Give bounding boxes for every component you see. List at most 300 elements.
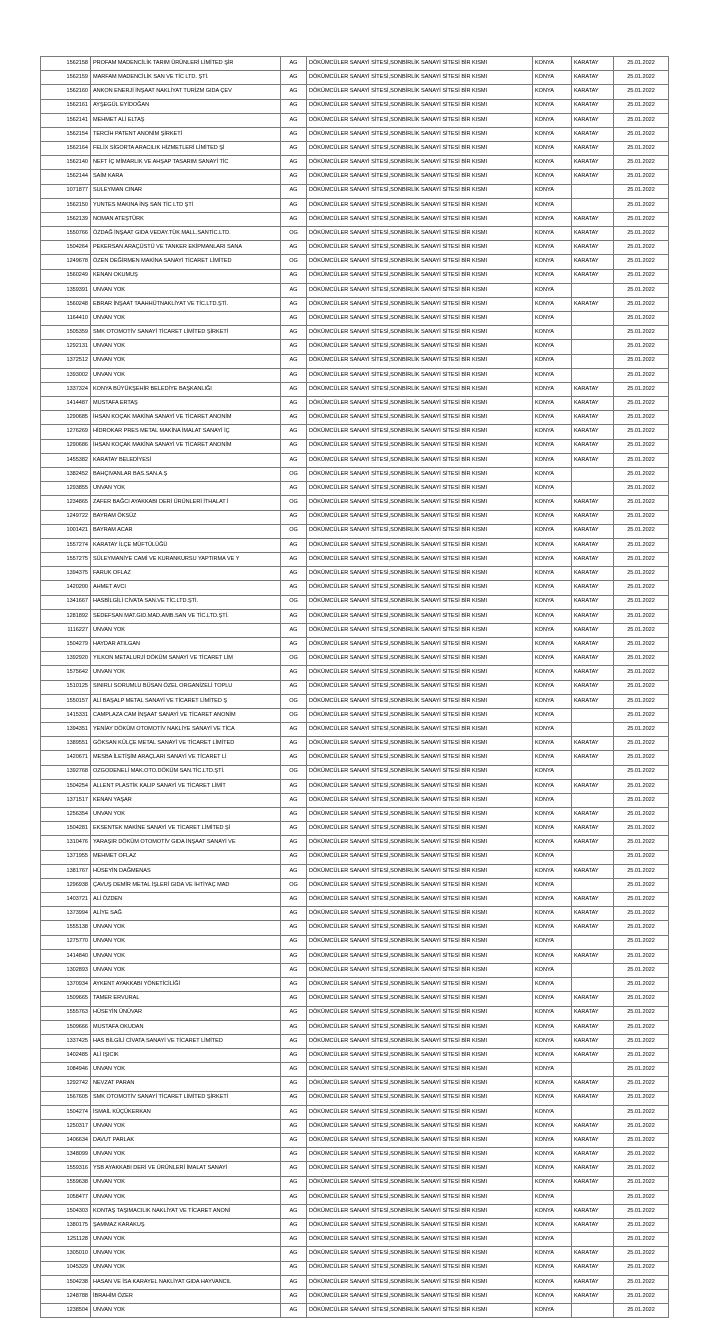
table-row [41,595,669,609]
cell-adres: DÖKÜMCÜLER SANAYİ SİTESİ,SONBİRLİK SANAYİ SİTESİ BİR KISMI [307,241,533,255]
cell-tarih: 25.01.2022 [614,1176,669,1190]
cell-sicil-no: 1302893 [41,964,91,978]
cell-ilce: KARATAY [572,1289,614,1303]
cell-adres: DÖKÜMCÜLER SANAYİ SİTESİ,SONBİRLİK SANAYİ SİTESİ BİR KISMI [307,382,533,396]
cell-adres: DÖKÜMCÜLER SANAYİ SİTESİ,SONBİRLİK SANAYİ SİTESİ BİR KISMI [307,893,533,907]
cell-sicil-no: 1562160 [41,85,91,99]
cell-sicil-no: 1414840 [41,949,91,963]
table-row [41,382,669,396]
cell-tarih: 25.01.2022 [614,453,669,467]
cell-sicil-no: 1164410 [41,312,91,326]
cell-ilce [572,354,614,368]
cell-il: KONYA [533,425,572,439]
cell-tur: AG [281,1091,307,1105]
cell-adres: DÖKÜMCÜLER SANAYİ SİTESİ,SONBİRLİK SANAYİ SİTESİ BİR KISMI [307,113,533,127]
cell-tarih: 25.01.2022 [614,1049,669,1063]
table-row [41,1162,669,1176]
table-row [41,694,669,708]
registry-table-body [41,57,669,1318]
cell-tur: AG [281,1063,307,1077]
cell-tarih: 25.01.2022 [614,1077,669,1091]
cell-ilce: KARATAY [572,170,614,184]
cell-sicil-no: 1293855 [41,482,91,496]
cell-il: KONYA [533,935,572,949]
cell-tarih: 25.01.2022 [614,482,669,496]
cell-tarih: 25.01.2022 [614,156,669,170]
cell-tarih: 25.01.2022 [614,283,669,297]
cell-tarih: 25.01.2022 [614,255,669,269]
cell-tur: AG [281,822,307,836]
cell-sicil-no: 1341667 [41,595,91,609]
cell-tarih: 25.01.2022 [614,1020,669,1034]
cell-unvan: HÜSEYİN ÜNÜVAR [91,1006,281,1020]
cell-tur: AG [281,992,307,1006]
cell-il: KONYA [533,680,572,694]
cell-tarih: 25.01.2022 [614,1119,669,1133]
cell-sicil-no: 1234865 [41,496,91,510]
cell-ilce [572,326,614,340]
cell-tarih: 25.01.2022 [614,1034,669,1048]
table-row [41,510,669,524]
table-row [41,836,669,850]
cell-ilce: KARATAY [572,85,614,99]
cell-tarih: 25.01.2022 [614,808,669,822]
cell-ilce: KARATAY [572,567,614,581]
cell-ilce: KARATAY [572,1219,614,1233]
cell-tarih: 25.01.2022 [614,113,669,127]
table-row [41,1077,669,1091]
cell-tarih: 25.01.2022 [614,893,669,907]
cell-unvan: NEFT İÇ MİMARLIK VE AHŞAP TASARIM SANAYİ TİC [91,156,281,170]
cell-ilce: KARATAY [572,1204,614,1218]
cell-il: KONYA [533,453,572,467]
cell-sicil-no: 1560248 [41,297,91,311]
cell-sicil-no: 1371955 [41,850,91,864]
table-row [41,1020,669,1034]
cell-adres: DÖKÜMCÜLER SANAYİ SİTESİ,SONBİRLİK SANAYİ SİTESİ BİR KISMI [307,836,533,850]
table-row [41,127,669,141]
cell-sicil-no: 1250317 [41,1119,91,1133]
cell-il: KONYA [533,241,572,255]
cell-tur: AG [281,1289,307,1303]
cell-tarih: 25.01.2022 [614,1162,669,1176]
cell-adres: DÖKÜMCÜLER SANAYİ SİTESİ,SONBİRLİK SANAYİ SİTESİ BİR KISMI [307,1289,533,1303]
cell-tur: AG [281,170,307,184]
cell-unvan: UNVAN YOK [91,1119,281,1133]
cell-il: KONYA [533,907,572,921]
table-row [41,1119,669,1133]
cell-adres: DÖKÜMCÜLER SANAYİ SİTESİ,SONBİRLİK SANAYİ SİTESİ BİR KISMI [307,170,533,184]
cell-sicil-no: 1455382 [41,453,91,467]
cell-adres: DÖKÜMCÜLER SANAYİ SİTESİ,SONBİRLİK SANAYİ SİTESİ BİR KISMI [307,1049,533,1063]
cell-sicil-no: 1290685 [41,411,91,425]
cell-tur: AG [281,142,307,156]
cell-sicil-no: 1509666 [41,1020,91,1034]
cell-il: KONYA [533,496,572,510]
cell-tarih: 25.01.2022 [614,227,669,241]
cell-unvan: YUNTES MAKINA İNŞ SAN TİC LTD ŞTİ [91,198,281,212]
cell-adres: DÖKÜMCÜLER SANAYİ SİTESİ,SONBİRLİK SANAYİ SİTESİ BİR KISMI [307,1077,533,1091]
cell-ilce: KARATAY [572,453,614,467]
cell-tarih: 25.01.2022 [614,638,669,652]
cell-ilce: KARATAY [572,1275,614,1289]
cell-adres: DÖKÜMCÜLER SANAYİ SİTESİ,SONBİRLİK SANAYİ SİTESİ BİR KISMI [307,1204,533,1218]
table-row [41,992,669,1006]
cell-il: KONYA [533,779,572,793]
cell-unvan: SULEYMAN CINAR [91,184,281,198]
cell-tarih: 25.01.2022 [614,127,669,141]
cell-il: KONYA [533,1105,572,1119]
cell-tarih: 25.01.2022 [614,340,669,354]
cell-tur: OG [281,467,307,481]
cell-unvan: MARFAM MADENCİLİK SAN VE TİC LTD. ŞTİ. [91,71,281,85]
cell-il: KONYA [533,1162,572,1176]
cell-ilce: KARATAY [572,1006,614,1020]
cell-adres: DÖKÜMCÜLER SANAYİ SİTESİ,SONBİRLİK SANAYİ SİTESİ BİR KISMI [307,127,533,141]
cell-ilce: KARATAY [572,113,614,127]
table-row [41,1176,669,1190]
cell-tur: AG [281,71,307,85]
cell-il: KONYA [533,1063,572,1077]
cell-unvan: UNVAN YOK [91,1190,281,1204]
table-row [41,1091,669,1105]
cell-sicil-no: 1504238 [41,1275,91,1289]
cell-adres: DÖKÜMCÜLER SANAYİ SİTESİ,SONBİRLİK SANAYİ SİTESİ BİR KISMI [307,1119,533,1133]
table-row [41,666,669,680]
cell-tur: AG [281,1049,307,1063]
table-row [41,850,669,864]
cell-tur: AG [281,312,307,326]
cell-il: KONYA [533,156,572,170]
table-row [41,1190,669,1204]
cell-il: KONYA [533,850,572,864]
cell-il: KONYA [533,652,572,666]
cell-sicil-no: 1504303 [41,1204,91,1218]
cell-tarih: 25.01.2022 [614,411,669,425]
table-row [41,1275,669,1289]
cell-tarih: 25.01.2022 [614,425,669,439]
table-row [41,1289,669,1303]
cell-sicil-no: 1567605 [41,1091,91,1105]
cell-ilce: KARATAY [572,411,614,425]
cell-ilce: KARATAY [572,156,614,170]
cell-sicil-no: 1256354 [41,808,91,822]
table-row [41,893,669,907]
cell-il: KONYA [533,1119,572,1133]
cell-ilce: KARATAY [572,609,614,623]
cell-tur: AG [281,1034,307,1048]
table-row [41,71,669,85]
cell-tarih: 25.01.2022 [614,1063,669,1077]
cell-tur: AG [281,553,307,567]
cell-il: KONYA [533,1304,572,1318]
cell-il: KONYA [533,524,572,538]
cell-unvan: UNVAN YOK [91,312,281,326]
cell-tur: OG [281,878,307,892]
cell-ilce [572,467,614,481]
cell-tarih: 25.01.2022 [614,723,669,737]
cell-unvan: AYŞEGÜL EYİDOĞAN [91,99,281,113]
cell-adres: DÖKÜMCÜLER SANAYİ SİTESİ,SONBİRLİK SANAYİ SİTESİ BİR KISMI [307,439,533,453]
cell-unvan: UNVAN YOK [91,1148,281,1162]
cell-tarih: 25.01.2022 [614,1261,669,1275]
cell-unvan: HAS BİLGİLİ CİVATA SANAYİ VE TİCARET LİMİTED [91,1034,281,1048]
cell-sicil-no: 1562161 [41,99,91,113]
cell-tarih: 25.01.2022 [614,1247,669,1261]
cell-tarih: 25.01.2022 [614,57,669,71]
cell-sicil-no: 1248788 [41,1289,91,1303]
cell-sicil-no: 1562144 [41,170,91,184]
cell-tarih: 25.01.2022 [614,326,669,340]
table-row [41,425,669,439]
cell-il: KONYA [533,1049,572,1063]
cell-tarih: 25.01.2022 [614,836,669,850]
cell-tur: AG [281,581,307,595]
table-row [41,156,669,170]
cell-ilce [572,793,614,807]
cell-sicil-no: 1251128 [41,1233,91,1247]
cell-ilce [572,935,614,949]
cell-tarih: 25.01.2022 [614,1233,669,1247]
cell-il: KONYA [533,595,572,609]
cell-sicil-no: 1373994 [41,907,91,921]
cell-il: KONYA [533,822,572,836]
cell-sicil-no: 1310476 [41,836,91,850]
cell-unvan: PEKERSAN ARAÇÜSTÜ VE TANKER EKİPMANLARI SANA [91,241,281,255]
cell-unvan: MEHMET OFLAZ [91,850,281,864]
cell-tarih: 25.01.2022 [614,964,669,978]
cell-tur: AG [281,978,307,992]
cell-adres: DÖKÜMCÜLER SANAYİ SİTESİ,SONBİRLİK SANAYİ SİTESİ BİR KISMI [307,638,533,652]
cell-unvan: MUSTAFA ERTAŞ [91,397,281,411]
cell-il: KONYA [533,1034,572,1048]
cell-tarih: 25.01.2022 [614,1091,669,1105]
cell-sicil-no: 1337324 [41,382,91,396]
cell-il: KONYA [533,567,572,581]
cell-unvan: FARUK OFLAZ [91,567,281,581]
cell-ilce: KARATAY [572,751,614,765]
cell-il: KONYA [533,368,572,382]
cell-tarih: 25.01.2022 [614,708,669,722]
cell-tarih: 25.01.2022 [614,595,669,609]
cell-ilce [572,1233,614,1247]
cell-adres: DÖKÜMCÜLER SANAYİ SİTESİ,SONBİRLİK SANAYİ SİTESİ BİR KISMI [307,397,533,411]
table-row [41,57,669,71]
cell-tur: AG [281,1247,307,1261]
cell-adres: DÖKÜMCÜLER SANAYİ SİTESİ,SONBİRLİK SANAYİ SİTESİ BİR KISMI [307,212,533,226]
table-row [41,1219,669,1233]
cell-il: KONYA [533,57,572,71]
cell-sicil-no: 1402485 [41,1049,91,1063]
cell-tarih: 25.01.2022 [614,666,669,680]
cell-unvan: SINIRLI SORUMLU BÜSAN ÖZEL ORGANİZELİ TOPLU [91,680,281,694]
cell-il: KONYA [533,638,572,652]
cell-tur: AG [281,723,307,737]
cell-adres: DÖKÜMCÜLER SANAYİ SİTESİ,SONBİRLİK SANAYİ SİTESİ BİR KISMI [307,666,533,680]
cell-unvan: BAYRAM ACAR [91,524,281,538]
cell-adres: DÖKÜMCÜLER SANAYİ SİTESİ,SONBİRLİK SANAYİ SİTESİ BİR KISMI [307,340,533,354]
cell-tarih: 25.01.2022 [614,779,669,793]
cell-unvan: ALİYE SAĞ [91,907,281,921]
cell-ilce: KARATAY [572,666,614,680]
cell-tarih: 25.01.2022 [614,864,669,878]
table-row [41,368,669,382]
cell-tur: AG [281,949,307,963]
cell-adres: DÖKÜMCÜLER SANAYİ SİTESİ,SONBİRLİK SANAYİ SİTESİ BİR KISMI [307,878,533,892]
cell-ilce: KARATAY [572,538,614,552]
cell-unvan: UNVAN YOK [91,666,281,680]
table-row [41,227,669,241]
cell-adres: DÖKÜMCÜLER SANAYİ SİTESİ,SONBİRLİK SANAYİ SİTESİ BİR KISMI [307,864,533,878]
cell-sicil-no: 1562164 [41,142,91,156]
cell-unvan: UNVAN YOK [91,921,281,935]
cell-tarih: 25.01.2022 [614,1289,669,1303]
cell-adres: DÖKÜMCÜLER SANAYİ SİTESİ,SONBİRLİK SANAYİ SİTESİ BİR KISMI [307,1006,533,1020]
cell-tarih: 25.01.2022 [614,312,669,326]
cell-tur: AG [281,964,307,978]
cell-ilce: KARATAY [572,99,614,113]
cell-unvan: YSB AYAKKABI DERİ VE ÜRÜNLERİ İMALAT SANAYİ [91,1162,281,1176]
table-row [41,737,669,751]
cell-il: KONYA [533,170,572,184]
table-row [41,609,669,623]
table-row [41,638,669,652]
cell-unvan: UNVAN YOK [91,368,281,382]
cell-ilce [572,340,614,354]
cell-ilce [572,198,614,212]
cell-ilce: KARATAY [572,1134,614,1148]
cell-adres: DÖKÜMCÜLER SANAYİ SİTESİ,SONBİRLİK SANAYİ SİTESİ BİR KISMI [307,283,533,297]
cell-adres: DÖKÜMCÜLER SANAYİ SİTESİ,SONBİRLİK SANAYİ SİTESİ BİR KISMI [307,1162,533,1176]
table-row [41,921,669,935]
table-row [41,652,669,666]
cell-ilce [572,368,614,382]
cell-unvan: SMK OTOMOTİV SANAYİ TİCARET LİMİTED ŞİRKETİ [91,1091,281,1105]
cell-adres: DÖKÜMCÜLER SANAYİ SİTESİ,SONBİRLİK SANAYİ SİTESİ BİR KISMI [307,354,533,368]
cell-adres: DÖKÜMCÜLER SANAYİ SİTESİ,SONBİRLİK SANAYİ SİTESİ BİR KISMI [307,1247,533,1261]
table-row [41,553,669,567]
cell-il: KONYA [533,510,572,524]
cell-tur: OG [281,694,307,708]
cell-adres: DÖKÜMCÜLER SANAYİ SİTESİ,SONBİRLİK SANAYİ SİTESİ BİR KISMI [307,850,533,864]
cell-tur: AG [281,297,307,311]
cell-il: KONYA [533,893,572,907]
table-row [41,340,669,354]
cell-tarih: 25.01.2022 [614,510,669,524]
cell-il: KONYA [533,1006,572,1020]
cell-adres: DÖKÜMCÜLER SANAYİ SİTESİ,SONBİRLİK SANAYİ SİTESİ BİR KISMI [307,198,533,212]
cell-tur: AG [281,850,307,864]
cell-tur: AG [281,340,307,354]
table-row [41,1105,669,1119]
cell-il: KONYA [533,666,572,680]
cell-unvan: HİDROKAR PRES METAL MAKİNA İMALAT SANAYİ İÇ [91,425,281,439]
table-row [41,935,669,949]
table-row [41,524,669,538]
cell-tur: AG [281,737,307,751]
cell-unvan: KARATAY BELEDİYESİ [91,453,281,467]
cell-adres: DÖKÜMCÜLER SANAYİ SİTESİ,SONBİRLİK SANAYİ SİTESİ BİR KISMI [307,1275,533,1289]
cell-unvan: ALİ ÖZDEN [91,893,281,907]
cell-il: KONYA [533,212,572,226]
cell-sicil-no: 1393002 [41,368,91,382]
table-row [41,85,669,99]
cell-ilce [572,964,614,978]
cell-tur: AG [281,156,307,170]
cell-ilce [572,850,614,864]
cell-tur: AG [281,808,307,822]
cell-sicil-no: 1557274 [41,538,91,552]
cell-tur: AG [281,1190,307,1204]
cell-tur: AG [281,127,307,141]
cell-ilce: KARATAY [572,1261,614,1275]
cell-adres: DÖKÜMCÜLER SANAYİ SİTESİ,SONBİRLİK SANAYİ SİTESİ BİR KISMI [307,1020,533,1034]
cell-tur: AG [281,425,307,439]
cell-unvan: AYKENT AYAKKABI YÖNETİCİLİĞİ [91,978,281,992]
cell-sicil-no: 1562150 [41,198,91,212]
cell-sicil-no: 1249678 [41,255,91,269]
table-row [41,723,669,737]
cell-ilce: KARATAY [572,127,614,141]
cell-il: KONYA [533,1233,572,1247]
cell-sicil-no: 1403721 [41,893,91,907]
cell-sicil-no: 1290686 [41,439,91,453]
cell-tur: AG [281,1006,307,1020]
cell-tarih: 25.01.2022 [614,935,669,949]
cell-ilce: KARATAY [572,255,614,269]
cell-unvan: UNVAN YOK [91,283,281,297]
cell-tur: AG [281,1261,307,1275]
cell-ilce [572,1063,614,1077]
cell-ilce: KARATAY [572,581,614,595]
table-row [41,822,669,836]
cell-adres: DÖKÜMCÜLER SANAYİ SİTESİ,SONBİRLİK SANAYİ SİTESİ BİR KISMI [307,255,533,269]
cell-sicil-no: 1348099 [41,1148,91,1162]
cell-adres: DÖKÜMCÜLER SANAYİ SİTESİ,SONBİRLİK SANAYİ SİTESİ BİR KISMI [307,524,533,538]
cell-sicil-no: 1296938 [41,878,91,892]
cell-tarih: 25.01.2022 [614,1148,669,1162]
cell-tur: OG [281,496,307,510]
table-row [41,949,669,963]
cell-unvan: ŞAMMAZ KARAKUŞ [91,1219,281,1233]
cell-sicil-no: 1562154 [41,127,91,141]
cell-tarih: 25.01.2022 [614,1006,669,1020]
cell-tur: AG [281,935,307,949]
table-row [41,184,669,198]
cell-ilce: KARATAY [572,864,614,878]
cell-il: KONYA [533,538,572,552]
cell-il: KONYA [533,1091,572,1105]
cell-tur: AG [281,1275,307,1289]
cell-unvan: UNVAN YOK [91,623,281,637]
cell-ilce: KARATAY [572,1020,614,1034]
cell-tur: AG [281,836,307,850]
cell-adres: DÖKÜMCÜLER SANAYİ SİTESİ,SONBİRLİK SANAYİ SİTESİ BİR KISMI [307,496,533,510]
cell-il: KONYA [533,439,572,453]
table-row [41,439,669,453]
cell-unvan: HAYDAR ATILGAN [91,638,281,652]
cell-adres: DÖKÜMCÜLER SANAYİ SİTESİ,SONBİRLİK SANAYİ SİTESİ BİR KISMI [307,808,533,822]
cell-il: KONYA [533,113,572,127]
cell-adres: DÖKÜMCÜLER SANAYİ SİTESİ,SONBİRLİK SANAYİ SİTESİ BİR KISMI [307,71,533,85]
cell-tarih: 25.01.2022 [614,949,669,963]
cell-ilce: KARATAY [572,836,614,850]
cell-adres: DÖKÜMCÜLER SANAYİ SİTESİ,SONBİRLİK SANAYİ SİTESİ BİR KISMI [307,553,533,567]
cell-unvan: EKSENTEK MAKİNE SANAYİ VE TİCARET LİMİTED Şİ [91,822,281,836]
cell-sicil-no: 1394351 [41,723,91,737]
table-row [41,297,669,311]
cell-ilce: KARATAY [572,779,614,793]
